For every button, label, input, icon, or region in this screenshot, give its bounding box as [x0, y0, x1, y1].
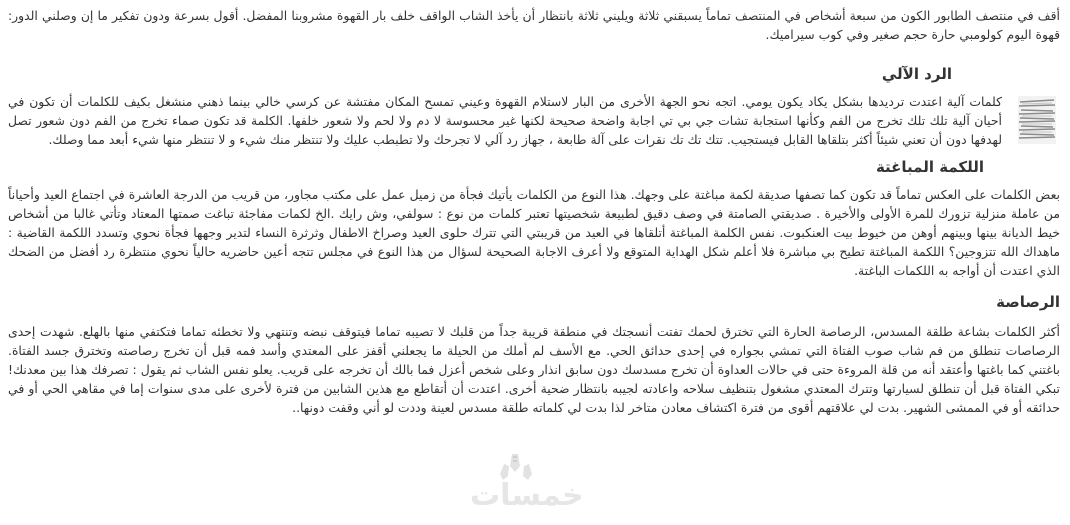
section-heading-auto-reply: الرد الآلي: [881, 65, 952, 83]
section-heading-bullet: الرصاصة: [996, 293, 1060, 311]
section-auto-reply: [8, 92, 1060, 149]
logo-wordmark: خمسات: [470, 478, 584, 513]
section-heading-sudden-punch: اللكمة المباغتة: [875, 158, 984, 176]
section-body-sudden-punch: بعض الكلمات على العكس تماماً قد تكون كما تصفها صديقة لكمة مباغتة على وجهك. هذا النوع من الكلمات يأتيك فجأة من زميل عمل على مكتب مجاور، من قريب من الدرجة العاشرة في اجتماع العيد وأحياناً من عاملة منزلية تزورك للمرة الأولى والأخيرة . صديقتي الصامتة في وصف دقيق لطبيعة شخصيتها تعتبر كلمات من نوع : سولفي، وش رايك .الخ لكمات مفاجئة تباغت صمتها المعتاد وتأتي غالبا من أشخاص خيط الديانة بينها وبينهم أوهن من خيوط بيت العنكبوت. نفس الكلمة المباغتة أتلقاها في العيد من قريبتي التي تترك حلوى العيد وصراخ الاطفال وثرثرة النساء لتدير وجهها فجأة نحوي وتسدد اللكمة القاضية : ماهداك الله تتزوجين؟ اللكمة المباغتة تطيح بي مباشرة فلا أعلم شكل الهداية المتوقع ولا أعرف الاجابة الصحيحة لسؤال من هذا النوع في مجلس تتجه أعين حاضريه حالياً نحوي منتظرة رد أفضل من الضحك الذي اعتدت أن أواجه به اللكمات الباغتة.: [8, 187, 1060, 278]
stacked-papers-icon: [1014, 92, 1060, 148]
intro-paragraph: أقف في منتصف الطابور الكون من سبعة أشخاص في المنتصف تماماً يسبقني ثلاثة ويليني ثلاثة بانتظار أن يأخذ الشاب الواقف خلف بار القهوة مشروبنا المفضل. أقول بسرعة ودون تفكير ما إن وصلني الدور: قهوة اليوم كولومبي حارة حجم صغير وفي كوب سيراميك.: [8, 8, 1060, 42]
site-logo: [462, 450, 584, 520]
section-body-bullet: أكثر الكلمات بشاعة طلقة المسدس، الرصاصة الحارة التي تخترق لحمك تفتت أنسجتك في منطقة قريبة جداً من قلبك لا تصيبه تماما فيتوقف نبضه وتنتهي ولا تخطئه تماما فتكتفي منها بالهلع. شهدت إحدى الرصاصات تنطلق من فم شاب صوب الفتاة التي تمشي بجواره في إحدى حدائق الحي. مع الأسف لم أملك من الحيلة ما يجعلني أقفز على المعتدي وأسد فمه قبل أن تخرج رصاصته وتخترق جسد الفتاة. باغتني كما باغتها وأعتقد أنه من قلة المروءة حتى في حالات العداوة أن تخرج مسدسك دون سابق انذار وعلى شخص أعزل فما بالك أن تخرجه على قريب. يعلو نفس الشاب ثم يقول : تصرفك هذا بين معدنك! تبكي الفتاة قبل أن تنطلق لسيارتها وتترك المعتدي مشغول بتنظيف سلاحه واعادته لجيبه بانتظار ضحية أخرى. اعتدت أن أتقاطع مع هذين الشابين من فترة لأخرى على مدى سنوات إما في مقاهي الحي أو في حدائقه أو في الممشى الشهير. بدت لي علاقتهم أقوى من فترة اكتشاف معادن متاخر لذا بدت لي كلماته طلقة مسدس لعينة وددت لو أني وقفت دونها..: [8, 324, 1060, 415]
section-body-auto-reply: كلمات آلية اعتدت ترديدها بشكل يكاد يكون يومي. اتجه نحو الجهة الأخرى من البار لاستلام القهوة وعيني تمسح المكان مفتشة عن كرسي خالي بينما ذهني منشغل بكيف للكلمات أن تكون في أحيان آلية تلك تلك تخرج من الفم وكأنها استجابة تشات جي بي تي اجابة واضحة صحيحة لكنها غير محسوسة لا دم ولا لحم ولا شعور خلفها. الكلمة قد تكون صماء تخرج من الفم دون شعور تصل لهدفها دون أن تعني شيئاً أكثر بتلقاها القابل فيستجيب. تتك تك تك نقرات على آلة طابعة ، جهاز رد آلي لا تجرحك ولا تطبطب عليك ولا تنتظر منك شيء و لا تنتظر منها شيء أبعد مما وصلك.: [8, 94, 1002, 147]
